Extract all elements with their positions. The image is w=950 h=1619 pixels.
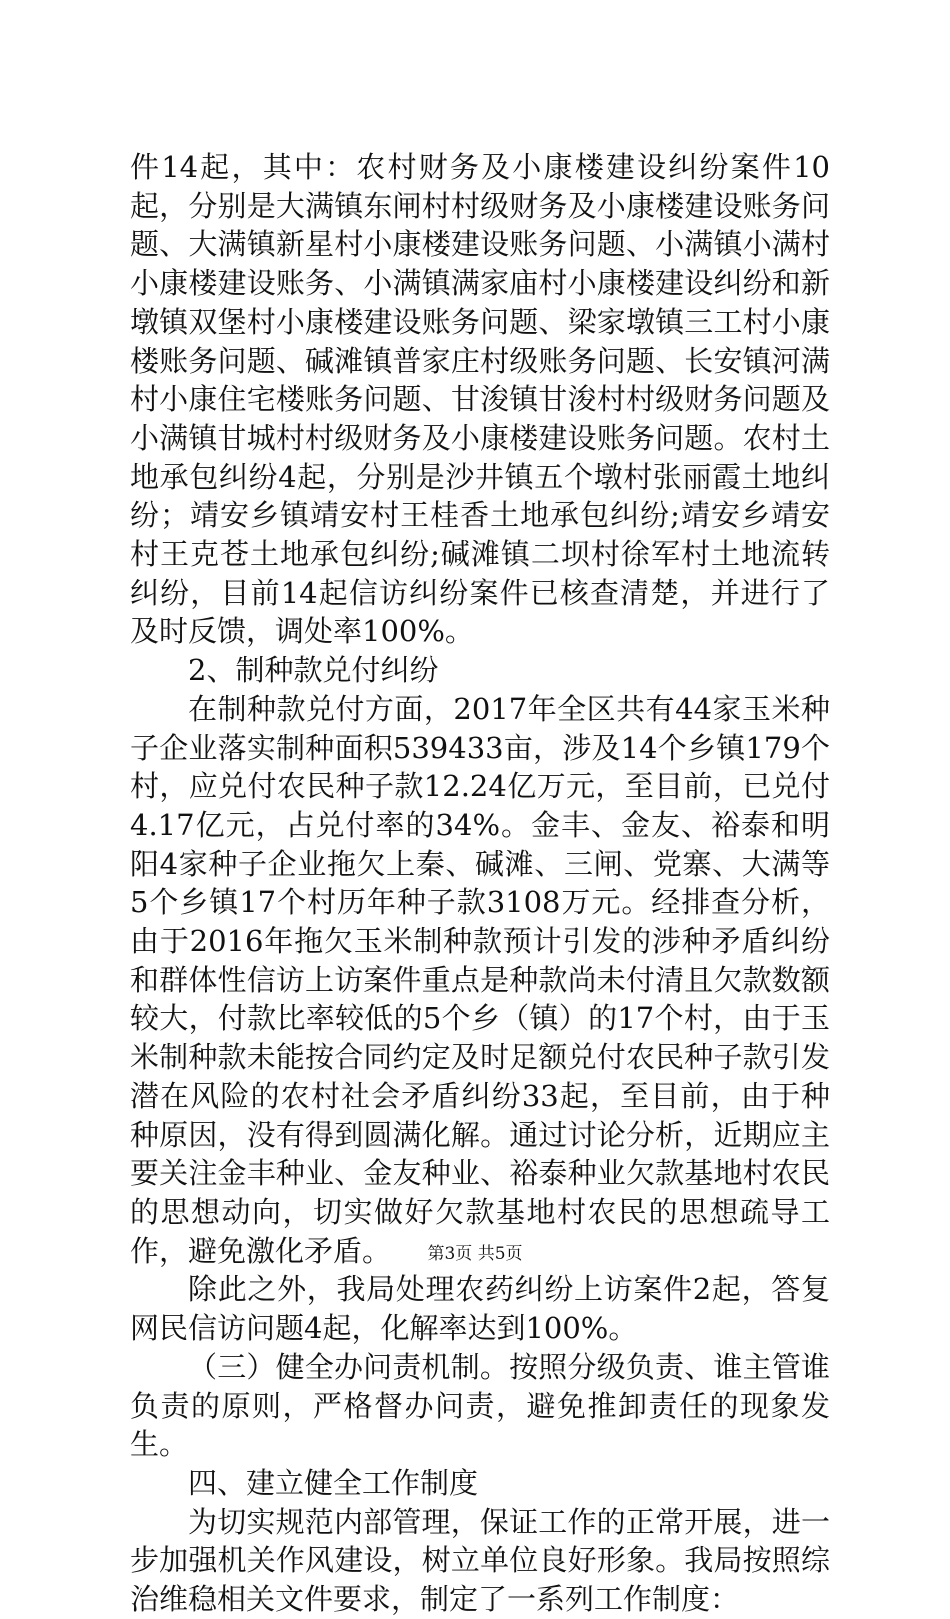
paragraph-work-system: 为切实规范内部管理，保证工作的正常开展，进一步加强机关作风建设，树立单位良好形象。我局按照综治维稳相关文件要求，制定了一系列工作制度： (130, 1504, 830, 1617)
document-body (130, 148, 830, 1619)
paragraph-seed-payment: 在制种款兑付方面，2017年全区共有44家玉米种子企业落实制种面积539433亩，涉及14个乡镇179个村，应兑付农民种子款12.24亿万元，至目前，已兑付4.17亿元，占兑付率的34%。金丰、金友、裕泰和明阳4家种子企业拖欠上秦、碱滩、三闸、党寨、大满等5个乡镇17个村历年种子款3108万元。经排查分析，由于2016年拖欠玉米制种款预计引发的涉种矛盾纠纷和群体性信访上访案件重点是种款尚未付清且欠款数额较大，付款比率较低的5个乡（镇）的17个村，由于玉米制种款未能按合同约定及时足额兑付农民种子款引发潜在风险的农村社会矛盾纠纷33起，至目前，由于种种原因，没有得到圆满化解。通过讨论分析，近期应主要关注金丰种业、金友种业、裕泰种业欠款基地村农民的思想动向，切实做好欠款基地村农民的思想疏导工作，避免激化矛盾。 (130, 691, 830, 1268)
paragraph-accountability: （三）健全办问责机制。按照分级负责、谁主管谁负责的原则，严格督办问责，避免推卸责任的现象发生。 (130, 1349, 830, 1462)
section-heading-work-system: 四、建立健全工作制度 (188, 1465, 479, 1500)
section-heading-seed-payment: 2、制种款兑付纠纷 (188, 653, 439, 688)
page-number-footer: 第3页 共5页 (427, 1244, 523, 1264)
paragraph-case-summary: 件14起，其中：农村财务及小康楼建设纠纷案件10起，分别是大满镇东闸村村级财务及小康楼建设账务问题、大满镇新星村小康楼建设账务问题、小满镇小满村小康楼建设账务、小满镇满家庙村小康楼建设纠纷和新墩镇双堡村小康楼建设账务问题、梁家墩镇三工村小康楼账务问题、碱滩镇普家庄村级账务问题、长安镇河满村小康住宅楼账务问题、甘浚镇甘浚村村级财务问题及小满镇甘城村村级财务及小康楼建设账务问题。农村土地承包纠纷4起，分别是沙井镇五个墩村张丽霞土地纠纷；靖安乡镇靖安村王桂香土地承包纠纷;靖安乡靖安村王克苍土地承包纠纷;碱滩镇二坝村徐军村土地流转纠纷，目前14起信访纠纷案件已核查清楚，并进行了及时反馈，调处率100%。 (130, 150, 830, 649)
paragraph-pesticide-disputes: 除此之外，我局处理农药纠纷上访案件2起，答复网民信访问题4起，化解率达到100%。 (130, 1272, 830, 1346)
